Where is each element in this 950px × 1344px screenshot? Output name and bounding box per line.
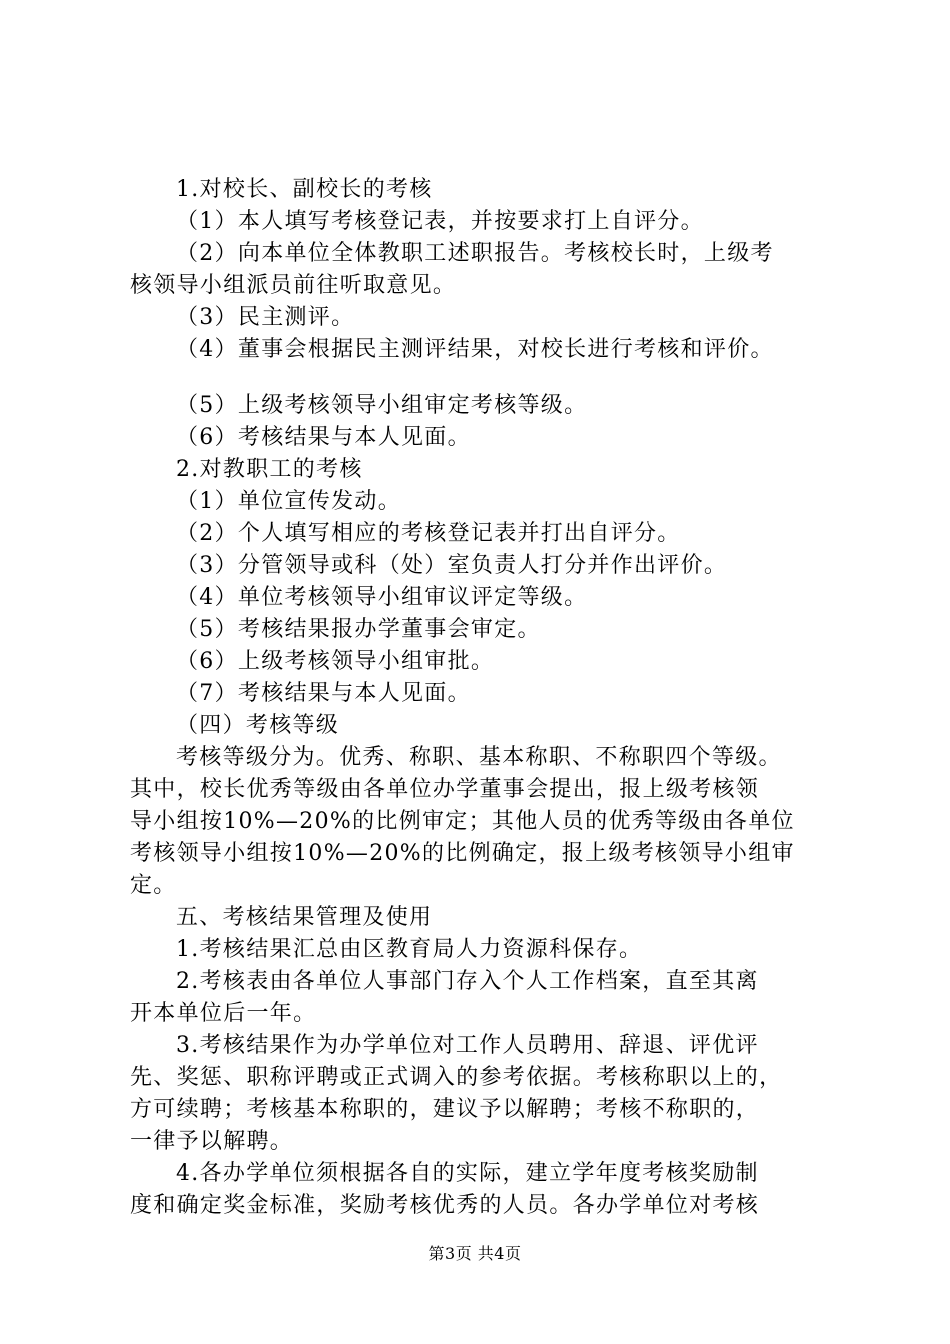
text-line: 定。 xyxy=(130,873,177,898)
text-line: 开本单位后一年。 xyxy=(130,1001,317,1026)
text-line: （4）董事会根据民主测评结果，对校长进行考核和评价。 xyxy=(176,337,774,362)
text-line: （四）考核等级 xyxy=(176,713,340,738)
text-line: 考核等级分为。优秀、称职、基本称职、不称职四个等级。 xyxy=(176,745,782,770)
text-line: 3.考核结果作为办学单位对工作人员聘用、辞退、评优评 xyxy=(176,1033,759,1058)
text-line: 五、考核结果管理及使用 xyxy=(176,905,433,930)
text-line: （1）本人填写考核登记表，并按要求打上自评分。 xyxy=(176,209,704,234)
text-line: （6）考核结果与本人见面。 xyxy=(176,425,471,450)
text-line: 度和确定奖金标准，奖励考核优秀的人员。各办学单位对考核 xyxy=(130,1193,760,1218)
text-line: 1.对校长、副校长的考核 xyxy=(176,177,433,202)
text-line: （3）民主测评。 xyxy=(176,305,355,330)
text-line: 1.考核结果汇总由区教育局人力资源科保存。 xyxy=(176,937,643,962)
text-line: （5）上级考核领导小组审定考核等级。 xyxy=(176,393,588,418)
text-line: 2.考核表由各单位人事部门存入个人工作档案，直至其离 xyxy=(176,969,759,994)
text-line: 核领导小组派员前往听取意见。 xyxy=(130,273,457,298)
text-line: （4）单位考核领导小组审议评定等级。 xyxy=(176,585,588,610)
text-line: 2.对教职工的考核 xyxy=(176,457,363,482)
text-line: （7）考核结果与本人见面。 xyxy=(176,681,471,706)
text-line: （6）上级考核领导小组审批。 xyxy=(176,649,495,674)
page-number-footer: 第3页 共4页 xyxy=(428,1244,522,1263)
text-line: 一律予以解聘。 xyxy=(130,1129,294,1154)
text-line: （2）向本单位全体教职工述职报告。考核校长时，上级考 xyxy=(176,241,774,266)
text-line: 4.各办学单位须根据各自的实际，建立学年度考核奖励制 xyxy=(176,1161,759,1186)
text-line: （2）个人填写相应的考核登记表并打出自评分。 xyxy=(176,521,681,546)
text-line: 方可续聘；考核基本称职的，建议予以解聘；考核不称职的， xyxy=(130,1097,760,1122)
text-line: 先、奖惩、职称评聘或正式调入的参考依据。考核称职以上的， xyxy=(130,1065,783,1090)
text-line: （5）考核结果报办学董事会审定。 xyxy=(176,617,541,642)
text-line: 考核领导小组按10%—20%的比例确定，报上级考核领导小组审 xyxy=(130,841,795,866)
text-line: （1）单位宣传发动。 xyxy=(176,489,401,514)
text-line: 导小组按10%—20%的比例审定；其他人员的优秀等级由各单位 xyxy=(130,809,795,834)
text-line: （3）分管领导或科（处）室负责人打分并作出评价。 xyxy=(176,553,728,578)
text-line: 其中，校长优秀等级由各单位办学董事会提出，报上级考核领 xyxy=(130,777,760,802)
